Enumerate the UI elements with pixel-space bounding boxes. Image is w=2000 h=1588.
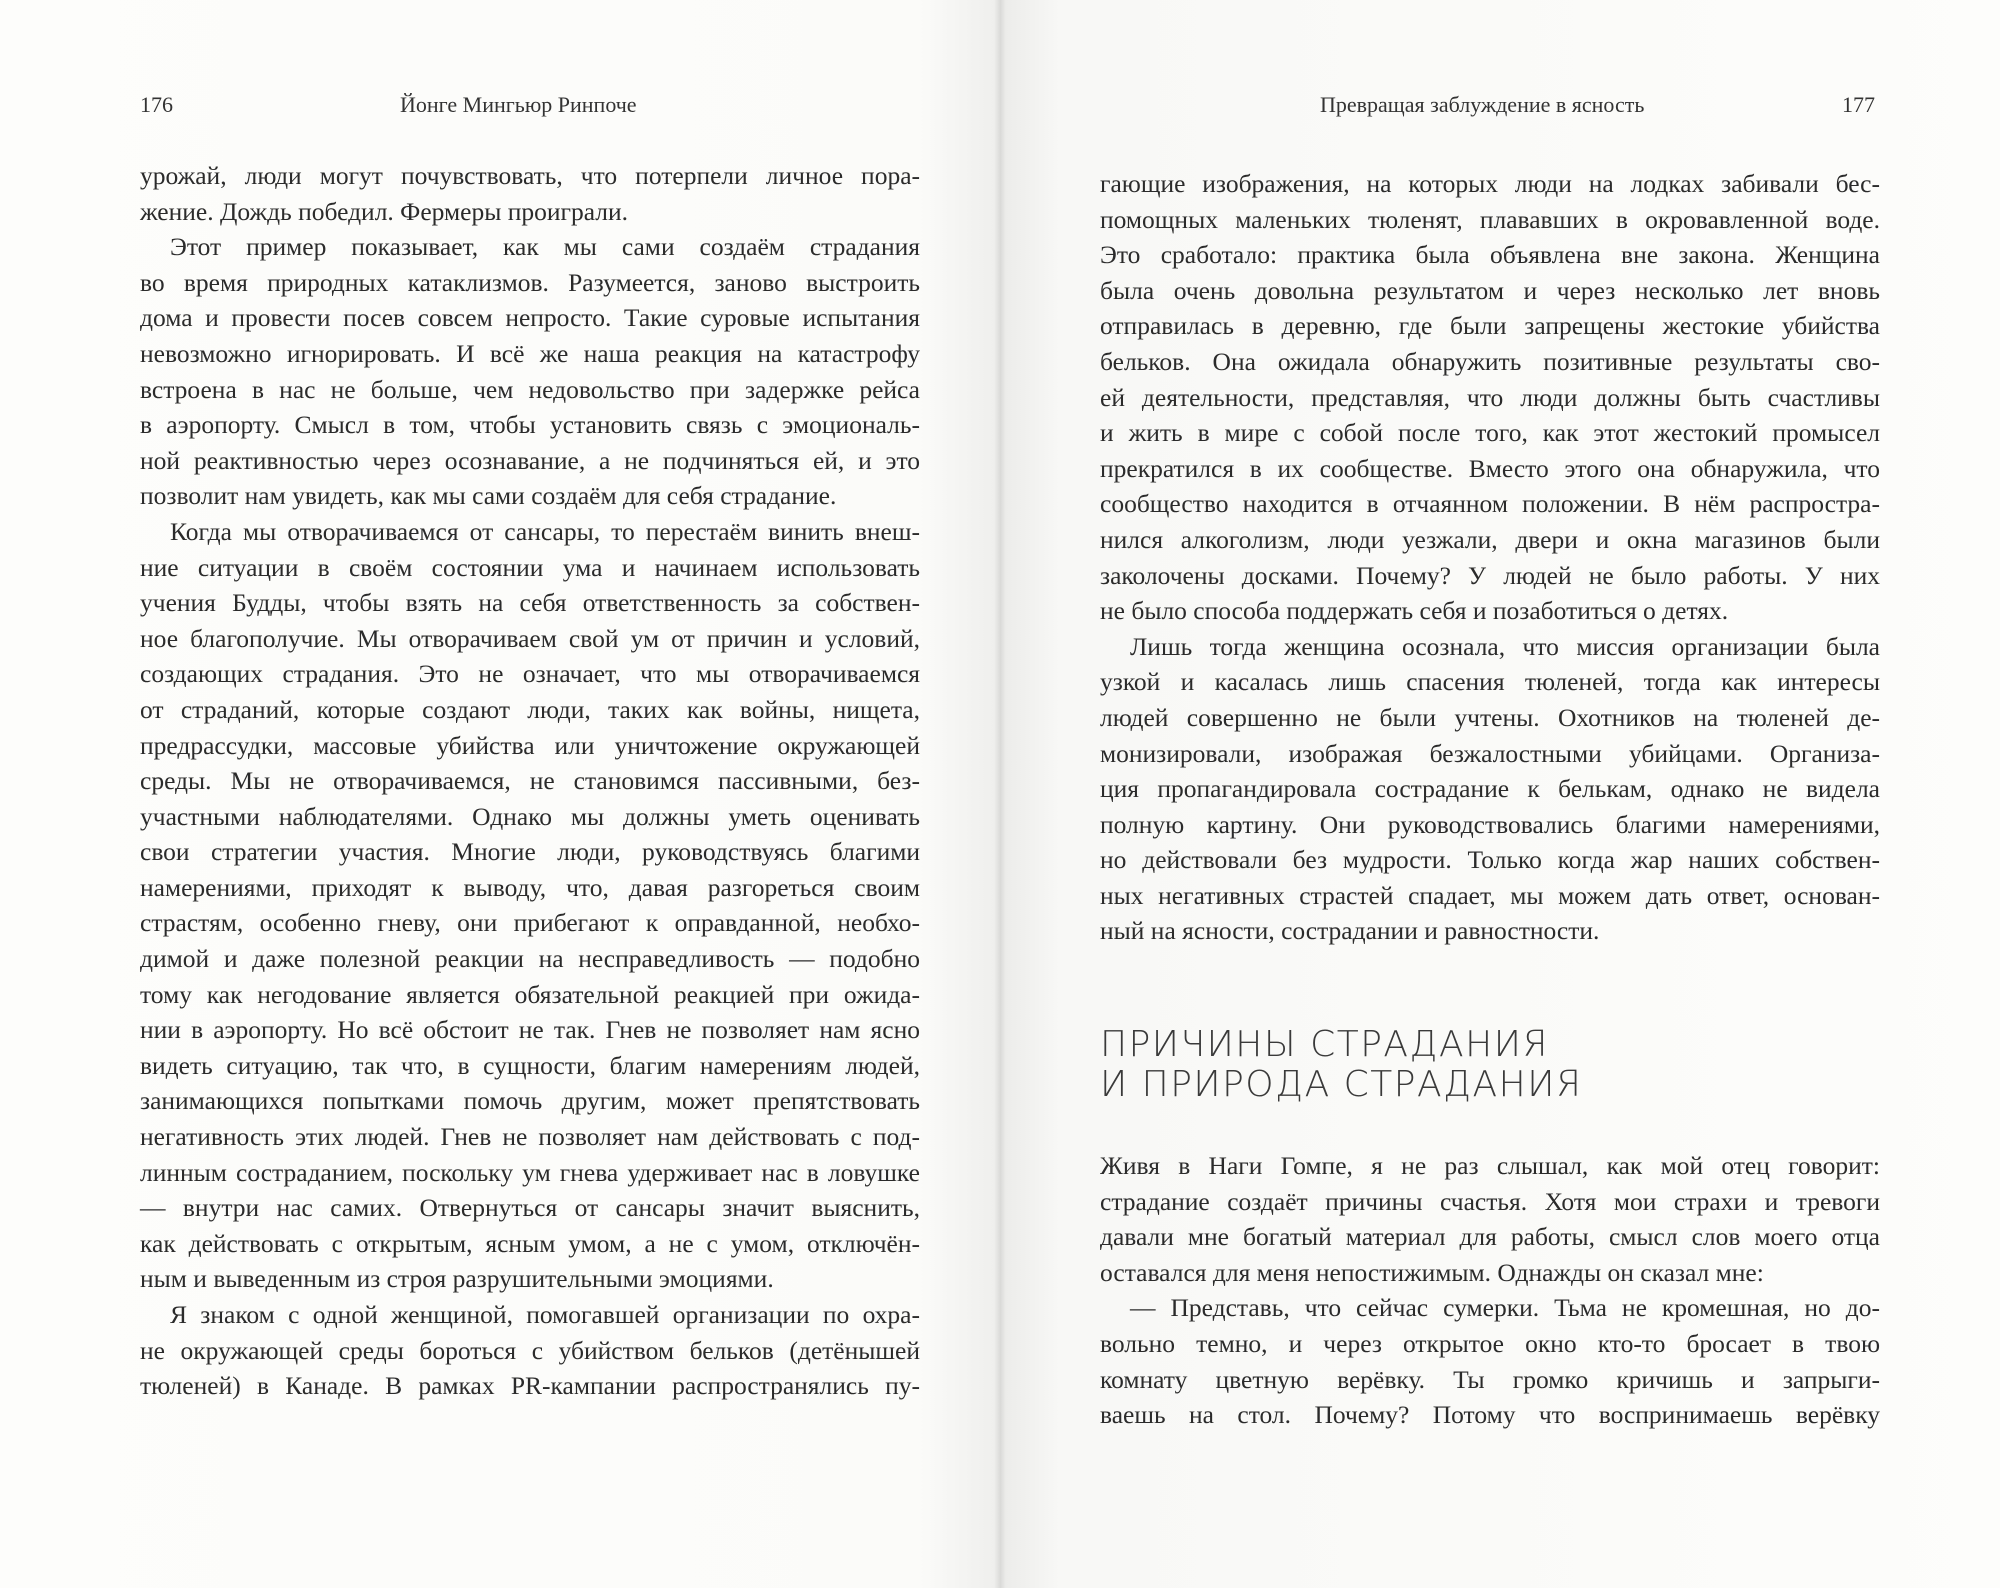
text-line: тому как негодование является обязательной реакцией при ожида- <box>140 979 920 1009</box>
text-line: — Представь, что сейчас сумерки. Тьма не кромешная, но до- <box>1130 1293 1880 1323</box>
text-line: — внутри нас самих. Отвернуться от сансары значит выяснить, <box>140 1193 920 1223</box>
text-line: негативность этих людей. Гнев не позволяет нам действовать с под- <box>140 1122 920 1152</box>
text-line: в аэропорту. Смысл в том, чтобы установить связь с эмоциональ- <box>140 410 920 440</box>
text-line: ной реактивностью через осознавание, а не подчиняться ей, и это <box>140 445 920 475</box>
section-heading <box>1100 1025 1860 1105</box>
text-line: участными наблюдателями. Однако мы должны уметь оценивать <box>140 801 920 831</box>
text-line: была очень довольна результатом и через несколько лет вновь <box>1100 275 1880 305</box>
book-gutter <box>994 0 1006 1588</box>
text-line: Я знаком с одной женщиной, помогавшей организации по охра- <box>170 1300 920 1329</box>
text-line: дома и провести посев совсем непросто. Такие суровые испытания <box>140 303 920 333</box>
left-page-number: 176 <box>140 92 173 117</box>
text-line: жение. Дождь победил. Фермеры проиграли. <box>140 196 629 226</box>
text-line: видеть ситуацию, так что, в сущности, благим намерениям людей, <box>140 1050 920 1080</box>
text-line: среды. Мы не отворачиваемся, не становимся пассивными, без- <box>140 766 920 796</box>
text-line: Этот пример показывает, как мы сами создаём страдания <box>170 232 920 262</box>
text-line: помощных маленьких тюленят, плававших в окровавленной воде. <box>1100 204 1880 234</box>
text-line: свои стратегии участия. Многие люди, руководствуясь благими <box>140 837 920 867</box>
text-line: давали мне богатый материал для работы, смысл слов моего отца <box>1100 1222 1880 1252</box>
text-line: прекратился в их сообществе. Вместо этого она обнаружила, что <box>1100 453 1880 483</box>
text-line: полную картину. Они руководствовались благими намерениями, <box>1100 809 1880 839</box>
text-line: урожай, люди могут почувствовать, что потерпели личное пора- <box>140 161 920 190</box>
text-line: оставался для меня непостижимым. Однажды он сказал мне: <box>1100 1257 1764 1287</box>
text-line: занимающихся попытками помочь другим, может препятствовать <box>140 1086 920 1116</box>
text-line: как действовать с открытым, ясным умом, а не с умом, отключён- <box>140 1228 920 1258</box>
right-page-number: 177 <box>1842 92 1875 117</box>
text-line: от страданий, которые создают люди, таких как войны, нищета, <box>140 694 920 724</box>
text-line: во время природных катаклизмов. Разумеется, заново выстроить <box>140 267 920 297</box>
text-line: намерениями, приходят к выводу, что, давая разгореться своим <box>140 872 920 902</box>
text-line: комнату цветную верёвку. Ты громко кричишь и запрыги- <box>1100 1364 1880 1394</box>
text-line: узкой и касалась лишь спасения тюленей, тогда как интересы <box>1100 667 1880 697</box>
text-line: не окружающей среды бороться с убийством бельков (детёнышей <box>140 1335 920 1365</box>
right-body-text-bottom <box>1100 1148 1880 1433</box>
text-line: Живя в Наги Гомпе, я не раз слышал, как мой отец говорит: <box>1100 1151 1880 1180</box>
text-line: предрассудки, массовые убийства или уничтожение окружающей <box>140 730 920 760</box>
text-line: учения Будды, чтобы взять на себя ответственность за собствен- <box>140 588 920 618</box>
text-line: нился алкоголизм, люди уезжали, двери и окна магазинов были <box>1100 524 1880 554</box>
text-line: но действовали без мудрости. Только когда жар наших собствен- <box>1100 845 1880 875</box>
text-line: ный на ясности, сострадании и равностности. <box>1100 916 1600 946</box>
text-line: Это сработало: практика была объявлена вне закона. Женщина <box>1100 240 1880 270</box>
text-line: ное благополучие. Мы отворачиваем свой ум от причин и условий, <box>140 623 920 653</box>
text-line: людей совершенно не были учтены. Охотников на тюленей де- <box>1100 702 1880 732</box>
text-line: Когда мы отворачиваемся от сансары, то перестаём винить внеш- <box>170 516 920 546</box>
text-line: не было способа поддержать себя и позаботиться о детях. <box>1100 596 1729 626</box>
text-line: вольно темно, и через открытое окно кто-то бросает в твою <box>1100 1328 1880 1358</box>
text-line: страдание создаёт причины счастья. Хотя мои страхи и тревоги <box>1100 1186 1880 1216</box>
text-line: ей деятельности, представляя, что люди должны быть счастливы <box>1100 382 1880 412</box>
text-line: ным и выведенным из строя разрушительными эмоциями. <box>140 1264 774 1294</box>
text-line: страстям, особенно гневу, они прибегают к оправданной, необхо- <box>140 908 920 938</box>
text-line: гающие изображения, на которых люди на лодках забивали бес- <box>1100 169 1880 198</box>
text-line: Лишь тогда женщина осознала, что миссия организации была <box>1130 631 1880 661</box>
text-line: бельков. Она ожидала обнаружить позитивные результаты сво- <box>1100 346 1880 376</box>
text-line: отправилась в деревню, где были запрещены жестокие убийства <box>1100 311 1880 341</box>
text-line: позволит нам увидеть, как мы сами создаём для себя страдание. <box>140 481 837 511</box>
text-line: тюленей) в Канаде. В рамках PR-кампании распространялись пу- <box>140 1371 920 1401</box>
text-line: создающих страдания. Это не означает, что мы отворачиваемся <box>140 659 920 689</box>
text-line: ваешь на стол. Почему? Потому что воспринимаешь верёвку <box>1100 1400 1880 1430</box>
section-heading-line-2: И ПРИРОДА СТРАДАНИЯ <box>1100 1064 1583 1105</box>
text-line: заколочены досками. Почему? У людей не было работы. У них <box>1100 560 1880 590</box>
text-line: сообщество находится в отчаянном положении. В нём распростра- <box>1100 489 1880 519</box>
right-body-text-top <box>1100 166 1880 949</box>
right-running-head: Превращая заблуждение в ясность <box>1320 92 1645 117</box>
left-running-head: Йонге Мингьюр Ринпоче <box>400 92 637 117</box>
text-line: встроена в нас не больше, чем недовольство при задержке рейса <box>140 374 920 404</box>
text-line: нии в аэропорту. Но всё обстоит не так. Гнев не позволяет нам ясно <box>140 1015 920 1045</box>
text-line: димой и даже полезной реакции на несправедливость — подобно <box>140 944 920 974</box>
left-body-text <box>140 158 920 1404</box>
text-line: линным состраданием, поскольку ум гнева удерживает нас в ловушке <box>140 1157 920 1187</box>
text-line: и жить в мире с собой после того, как этот жестокий промысел <box>1100 418 1880 448</box>
text-line: ных негативных страстей спадает, мы можем дать ответ, основан- <box>1100 880 1880 910</box>
text-line: невозможно игнорировать. И всё же наша реакция на катастрофу <box>140 338 920 368</box>
text-line: монизировали, изображая безжалостными убийцами. Организа- <box>1100 738 1880 768</box>
text-line: ние ситуации в своём состоянии ума и начинаем использовать <box>140 552 920 582</box>
section-heading-line-1: ПРИЧИНЫ СТРАДАНИЯ <box>1100 1024 1549 1065</box>
text-line: ция пропагандировала сострадание к белькам, однако не видела <box>1100 774 1880 804</box>
